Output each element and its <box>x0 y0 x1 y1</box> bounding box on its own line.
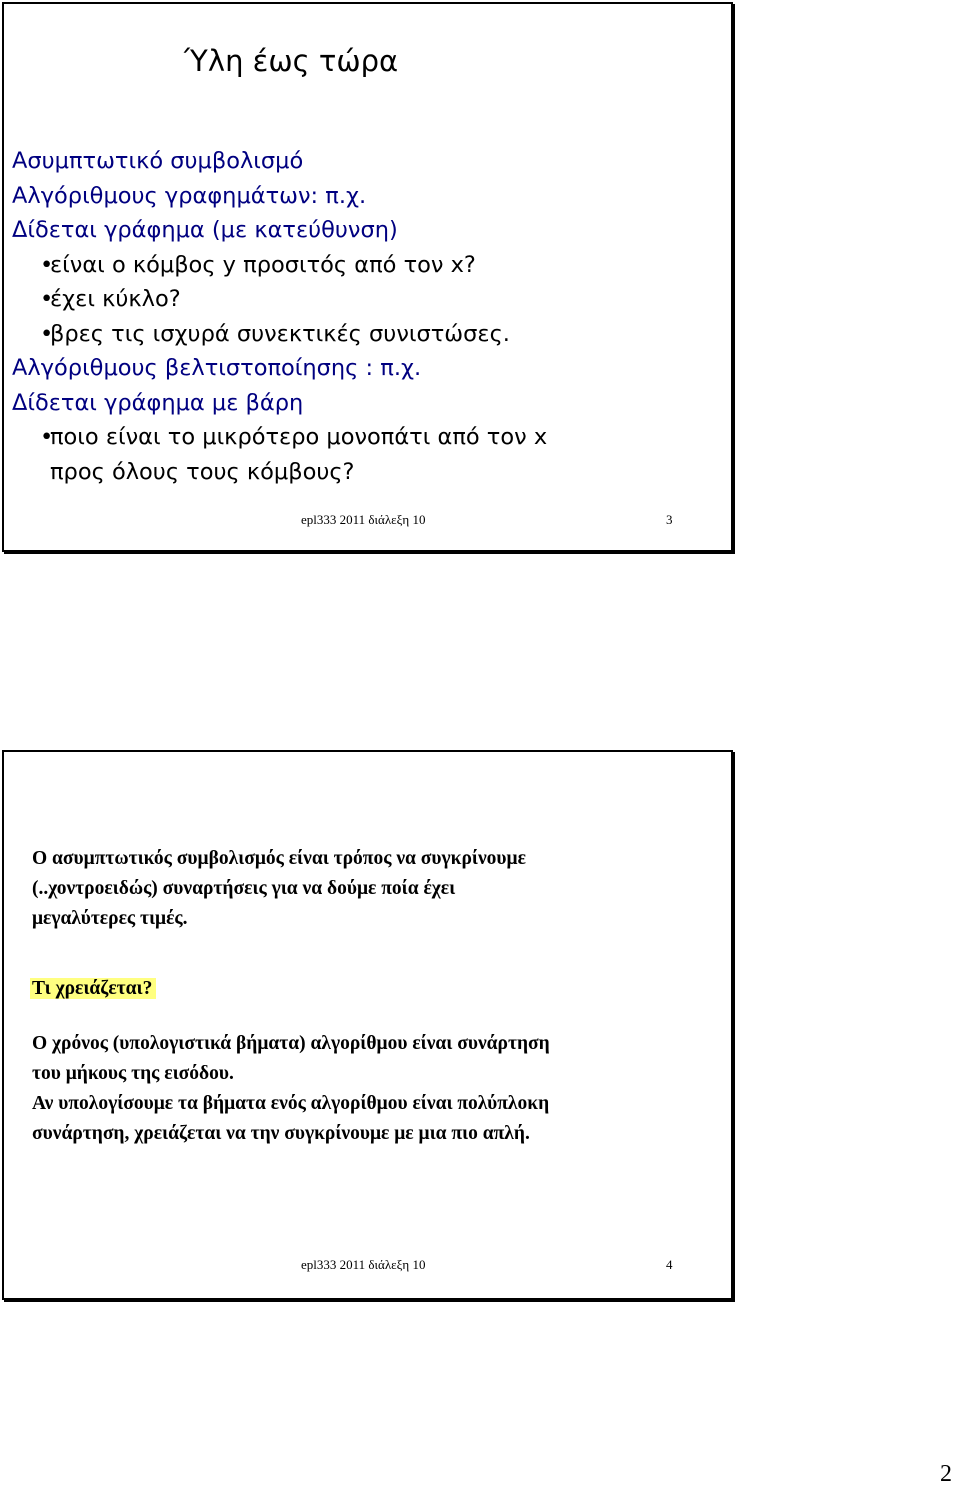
slide-footer: epl333 2011 διάλεξη 10 <box>301 1257 426 1272</box>
list-item-text: βρες τις ισχυρά συνεκτικές συνιστώσες. <box>50 320 510 347</box>
question-paragraph <box>32 974 722 1004</box>
list-item: Αλγόριθμους βελτιστοποίησης : π.χ. <box>12 355 422 381</box>
list-item <box>12 248 547 283</box>
slide-number: 3 <box>666 512 673 527</box>
page-number: 2 <box>940 1461 952 1487</box>
list-item-text: είναι ο κόμβος y προσιτός από τον x? <box>50 251 476 278</box>
slide-body <box>12 144 547 489</box>
list-item-text: έχει κύκλο? <box>50 286 181 312</box>
list-item-text: ποιο είναι το μικρότερο μονοπάτι από τον x <box>50 424 548 450</box>
text-line: του μήκους της εισόδου. <box>32 1063 234 1084</box>
list-item: Αλγόριθμους γραφημάτων: π.χ. <box>12 182 367 209</box>
list-item <box>12 317 547 352</box>
slide-3 <box>2 2 733 552</box>
list-item-continuation: προς όλους τους κόμβους? <box>50 458 355 485</box>
bullet-icon: • <box>40 320 54 347</box>
highlighted-question: Τι χρειάζεται? <box>30 978 156 999</box>
text-line: (..χοντροειδώς) συναρτήσεις για να δούμε ποία έχει <box>32 878 456 899</box>
slide-4 <box>2 750 733 1300</box>
list-item <box>12 282 547 317</box>
list-item: Ασυμπτωτικό συμβολισμό <box>12 148 304 174</box>
paragraph <box>32 1029 722 1149</box>
bullet-icon: • <box>40 286 54 312</box>
bullet-icon: • <box>40 251 54 278</box>
text-line: Ο ασυμπτωτικός συμβολισμός είναι τρόπος να συγκρίνουμε <box>32 848 526 869</box>
text-line: συνάρτηση, χρειάζεται να την συγκρίνουμε με μια πιο απλή. <box>32 1123 530 1144</box>
text-line: μεγαλύτερες τιμές. <box>32 908 188 929</box>
list-item: Δίδεται γράφημα (με κατεύθυνση) <box>12 217 398 243</box>
slide-title: Ύλη έως τώρα <box>184 44 399 78</box>
paragraph <box>32 844 722 934</box>
text-line: Αν υπολογίσουμε τα βήματα ενός αλγορίθμου είναι πολύπλοκη <box>32 1093 550 1114</box>
text-line: Ο χρόνος (υπολογιστικά βήματα) αλγορίθμου είναι συνάρτηση <box>32 1033 550 1054</box>
bullet-icon: • <box>40 424 54 450</box>
list-item: Δίδεται γράφημα με βάρη <box>12 389 304 416</box>
slide-number: 4 <box>666 1257 673 1272</box>
list-item <box>12 420 547 455</box>
slide-footer: epl333 2011 διάλεξη 10 <box>301 512 426 527</box>
